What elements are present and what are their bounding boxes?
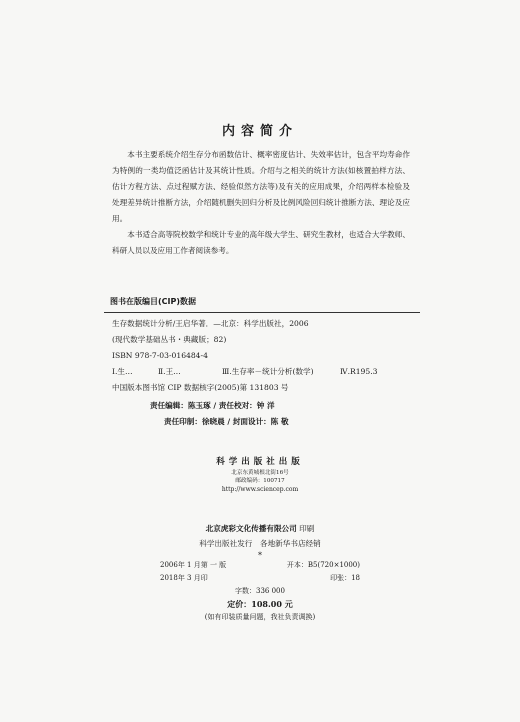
- edition-row-2: [160, 572, 360, 585]
- price: 定价：108.00 元: [227, 599, 293, 609]
- publisher-postcode: 邮政编码：100717: [235, 478, 285, 484]
- edition-row-1: [160, 559, 360, 572]
- word-count: 字数：336 000: [235, 587, 285, 595]
- cip-series-line: (现代数学基础丛书・典藏版；82): [112, 335, 227, 344]
- publisher-block: [0, 455, 520, 495]
- cip-heading: 图书在版编目(CIP)数据: [110, 297, 197, 306]
- cip-class-2: Ⅱ.王…: [158, 367, 181, 376]
- cip-class-1: Ⅰ.生…: [112, 367, 133, 376]
- publisher-address: 北京东黄城根北街16号: [231, 470, 289, 476]
- publisher-url: http://www.sciencep.com: [221, 486, 299, 493]
- format: 开本：B5(720×1000): [286, 561, 360, 569]
- printer-suffix: 印刷: [299, 524, 315, 533]
- printer-line: [0, 521, 520, 536]
- printer-name: 北京虎彩文化传播有限公司: [205, 524, 297, 533]
- staff-editors: 责任编辑：陈玉琢 / 责任校对：钟 洋: [150, 401, 275, 410]
- staff-credits: [150, 398, 289, 430]
- cip-title-line: 生存数据统计分析/王启华著．—北京：科学出版社，2006: [112, 319, 309, 328]
- cip-class-4: Ⅳ.R195.3: [340, 367, 378, 376]
- intro-paragraph-1: 本书主要系统介绍生存分布函数估计、概率密度估计、失效率估计，包含平均寿命作为特例的一类均值泛函估计及其统计性质。介绍与之相关的统计方法(如核置拍样方法、估计方程方法、点过程赋方法、经验似然方法等)及有关的应用成果，介绍两样本检验及处理差异统计推断方法，介绍随机删失回归分析及比例风险回归统计推断方法、理论及应用。: [112, 150, 410, 223]
- separator-mark: *: [258, 551, 262, 560]
- edition-block: [160, 559, 360, 624]
- sheets: 印张：18: [330, 574, 360, 582]
- quality-notice: (如有印装质量问题，我社负责调换): [204, 613, 316, 621]
- cip-block: [104, 294, 420, 396]
- cip-divider: [104, 312, 420, 313]
- first-edition: 2006年 1 月第 一 版: [160, 561, 227, 569]
- distribution-line: 科学出版社发行 各地新华书店经销: [199, 539, 321, 548]
- cip-class-3: Ⅲ.生存率－统计分析(数学): [222, 367, 314, 376]
- print-date: 2018年 3 月印: [160, 574, 208, 582]
- intro-paragraph-2: 本书适合高等院校数学和统计专业的高年级大学生、研究生教材，也适合大学教师、科研人员以及应用工作者阅读参考。: [112, 230, 410, 255]
- intro-title: 内容简介: [221, 124, 298, 139]
- cip-classification: [112, 364, 420, 380]
- publisher-name: 科学出版社出版: [216, 457, 304, 467]
- cip-body: [104, 316, 420, 396]
- cip-record-number: 中国版本图书馆 CIP 数据核字(2005)第 131803 号: [112, 383, 289, 392]
- intro-section: [112, 147, 410, 259]
- staff-production: 责任印制：徐晓晨 / 封面设计：陈 敬: [164, 417, 289, 426]
- cip-isbn: ISBN 978-7-03-016484-4: [112, 351, 208, 360]
- printing-block: [0, 521, 520, 561]
